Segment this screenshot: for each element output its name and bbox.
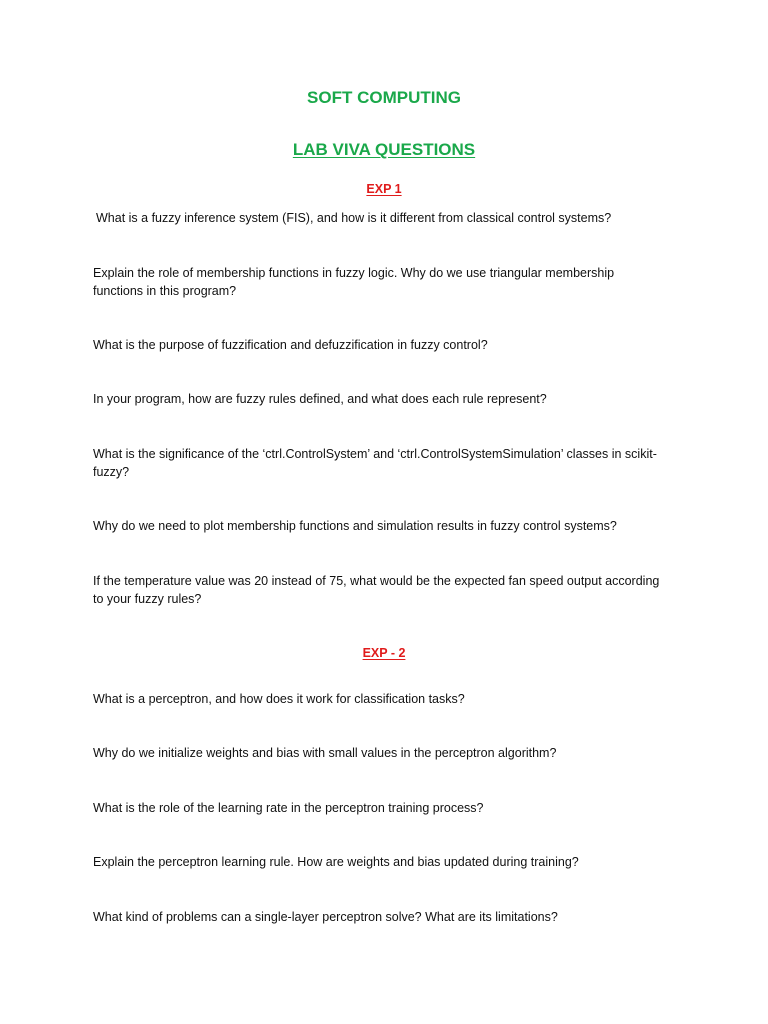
section-heading-exp-2: EXP - 2 — [362, 646, 406, 660]
question-exp2-1: What is a perceptron, and how does it work for classification tasks? — [93, 692, 465, 706]
document-title: SOFT COMPUTING — [307, 88, 461, 107]
question-exp1-7: If the temperature value was 20 instead of 75, what would be the expected fan speed output according to your fuzzy rules? — [93, 574, 660, 606]
question-exp1-5: What is the significance of the ‘ctrl.ControlSystem’ and ‘ctrl.ControlSystemSimulation’ classes in scikit-fuzzy? — [93, 447, 657, 479]
question-exp1-6: Why do we need to plot membership functions and simulation results in fuzzy control systems? — [93, 519, 617, 533]
question-exp1-4: In your program, how are fuzzy rules defined, and what does each rule represent? — [93, 392, 547, 406]
question-exp1-2: Explain the role of membership functions in fuzzy logic. Why do we use triangular membership functions in this program? — [93, 266, 615, 298]
document-subtitle: LAB VIVA QUESTIONS — [292, 140, 476, 159]
question-exp2-2: Why do we initialize weights and bias with small values in the perceptron algorithm? — [93, 746, 557, 760]
question-exp1-3: What is the purpose of fuzzification and defuzzification in fuzzy control? — [93, 338, 488, 352]
section-heading-exp-1: EXP 1 — [366, 182, 402, 196]
question-exp2-3: What is the role of the learning rate in the perceptron training process? — [93, 801, 484, 815]
question-exp2-5: What kind of problems can a single-layer perceptron solve? What are its limitations? — [93, 910, 558, 924]
question-exp1-1: What is a fuzzy inference system (FIS), and how is it different from classical control systems? — [96, 211, 612, 225]
question-exp2-4: Explain the perceptron learning rule. How are weights and bias updated during training? — [93, 855, 579, 869]
